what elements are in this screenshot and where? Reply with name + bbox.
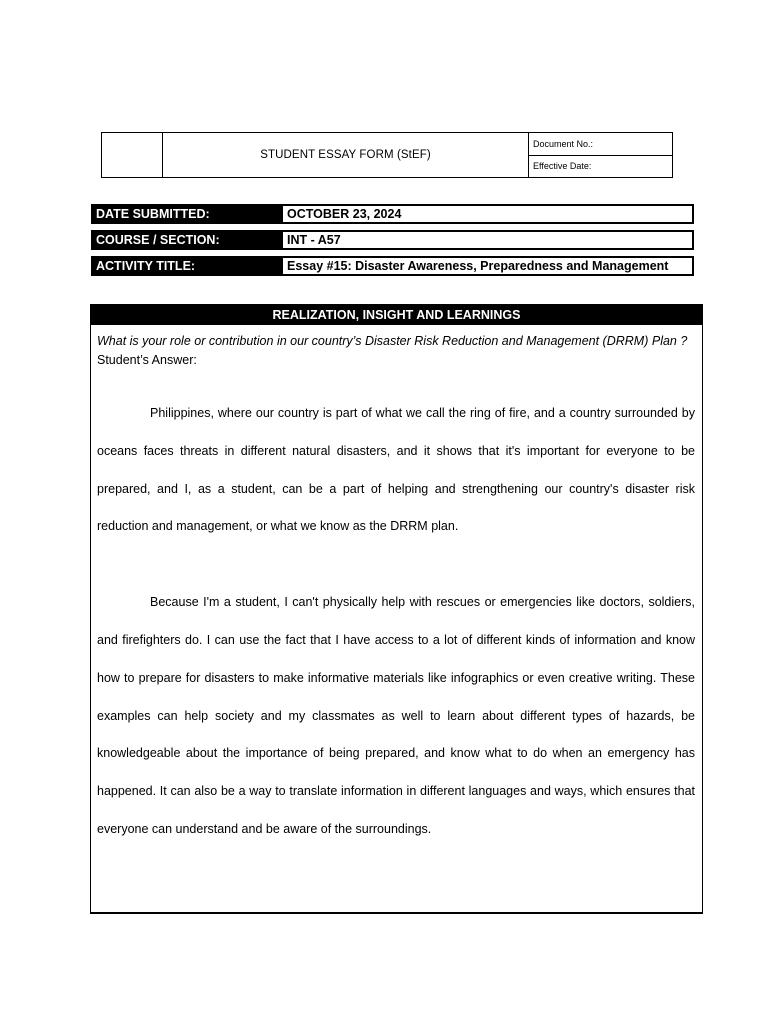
date-submitted-value: OCTOBER 23, 2024 bbox=[281, 204, 694, 224]
course-section-row bbox=[91, 230, 694, 250]
answer-paragraph-1: Philippines, where our country is part of what we call the ring of fire, and a country surrounded by oceans faces threats in different natural disasters, and it shows that it's important for everyone to be prepared, and I, as a student, can be a part of helping and strengthening our country's disaster risk reduction and management, or what we know as the DRRM plan. bbox=[97, 406, 695, 534]
date-submitted-label: DATE SUBMITTED: bbox=[91, 204, 281, 224]
document-meta bbox=[529, 133, 672, 177]
course-section-label: COURSE / SECTION: bbox=[91, 230, 281, 250]
date-submitted-row bbox=[91, 204, 694, 224]
logo-cell bbox=[102, 133, 163, 177]
effective-date-label: Effective Date: bbox=[533, 161, 592, 172]
activity-title-value: Essay #15: Disaster Awareness, Preparedness and Management bbox=[281, 256, 694, 276]
essay-question: What is your role or contribution in our country’s Disaster Risk Reduction and Management (DRRM) Plan ? bbox=[97, 334, 688, 348]
answer-paragraph-2: Because I'm a student, I can't physically help with rescues or emergencies like doctors, soldiers, and firefighters do. I can use the fact that I have access to a lot of different kinds of information and know how to prepare for disasters to make informative materials like infographics or even creative writing. These examples can help society and my classmates as well to learn about different types of hazards, be knowledgeable about the importance of being prepared, and know what to do when an emergency has happened. It can also be a way to translate information in different languages and ways, which ensures that everyone can understand and be aware of the surroundings. bbox=[97, 595, 695, 836]
activity-title-row bbox=[91, 256, 694, 276]
answer-label: Student’s Answer: bbox=[97, 352, 197, 367]
learnings-section bbox=[90, 304, 703, 914]
activity-title-label: ACTIVITY TITLE: bbox=[91, 256, 281, 276]
form-title: STUDENT ESSAY FORM (StEF) bbox=[163, 133, 529, 177]
section-heading: REALIZATION, INSIGHT AND LEARNINGS bbox=[91, 305, 702, 325]
form-header-table bbox=[101, 132, 673, 178]
document-no-label: Document No.: bbox=[529, 133, 672, 156]
course-section-value: INT - A57 bbox=[281, 230, 694, 250]
